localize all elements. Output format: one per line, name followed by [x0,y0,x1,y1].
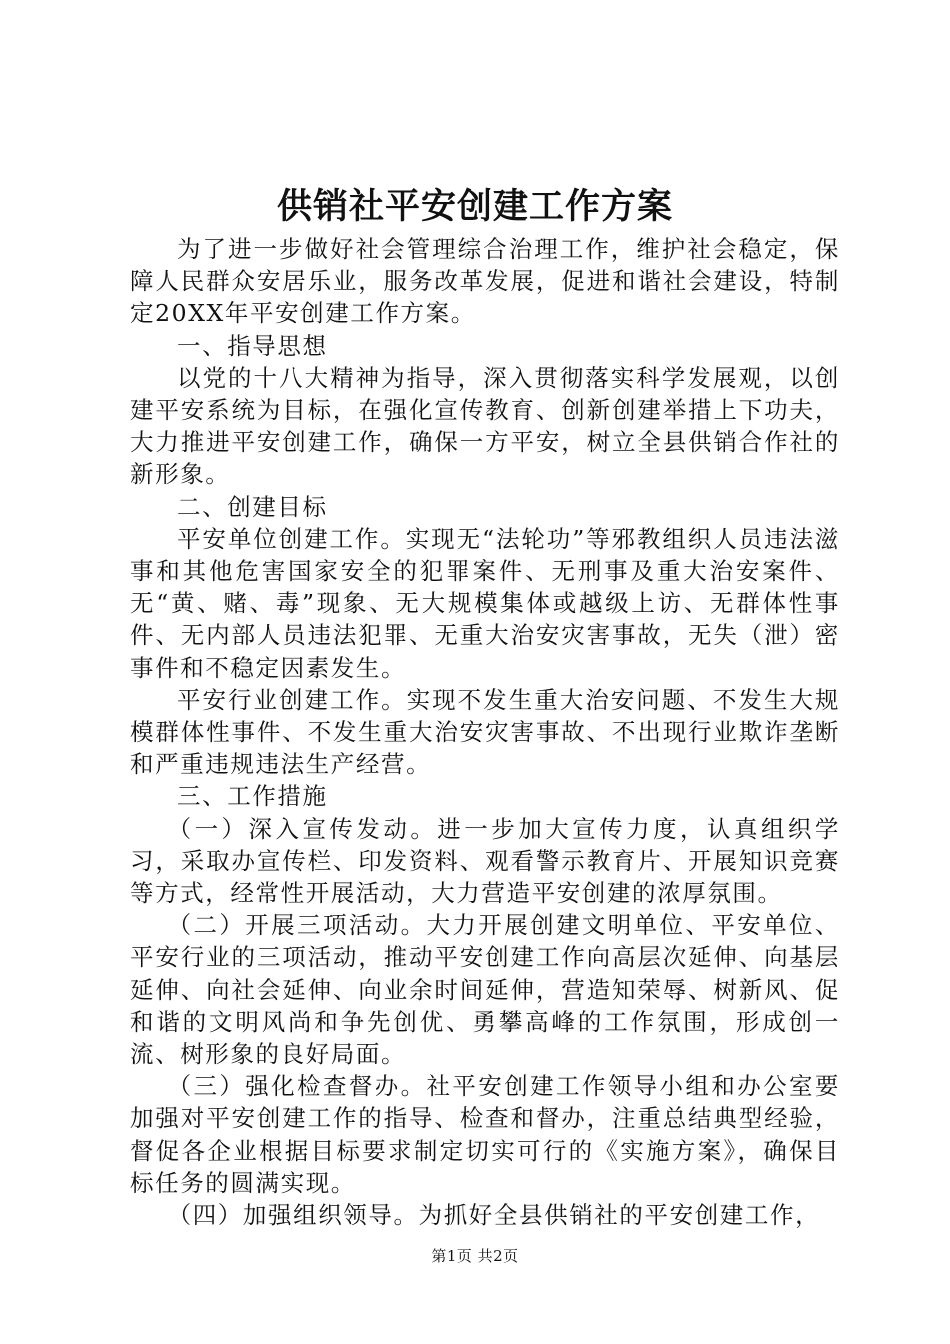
document-body [130,233,840,1231]
measure-paragraph-2: （二）开展三项活动。大力开展创建文明单位、平安单位、平安行业的三项活动，推动平安创建工作向高层次延伸、向基层延伸、向社会延伸、向业余时间延伸，营造知荣辱、树新风、促和谐的文明风尚和争先创优、勇攀高峰的工作氛围，形成创一流、树形象的良好局面。 [130,911,840,1069]
measure-paragraph-4: （四）加强组织领导。为抓好全县供销社的平安创建工作， [167,1201,821,1230]
document-title: 供销社平安创建工作方案 [276,186,673,227]
goal-paragraph-industry: 平安行业创建工作。实现不发生重大治安问题、不发生大规模群体性事件、不发生重大治安灾害事故、不出现行业欺诈垄断和严重违规违法生产经营。 [130,685,840,779]
page-number-footer: 第1页 共2页 [431,1247,519,1265]
section-heading-measures: 三、工作措施 [177,782,328,811]
guiding-thought-paragraph: 以党的十八大精神为指导，深入贯彻落实科学发展观，以创建平安系统为目标，在强化宣传教育、创新创建举措上下功夫，大力推进平安创建工作，确保一方平安，树立全县供销合作社的新形象。 [130,363,840,489]
intro-paragraph: 为了进一步做好社会管理综合治理工作，维护社会稳定，保障人民群众安居乐业，服务改革发展，促进和谐社会建设，特制定20XX年平安创建工作方案。 [130,235,840,328]
section-heading-goals: 二、创建目标 [177,492,328,521]
measure-paragraph-1: （一）深入宣传发动。进一步加大宣传力度，认真组织学习，采取办宣传栏、印发资料、观看警示教育片、开展知识竞赛等方式，经常性开展活动，大力营造平安创建的浓厚氛围。 [130,814,840,908]
measure-paragraph-3: （三）强化检查督办。社平安创建工作领导小组和办公室要加强对平安创建工作的指导、检查和督办，注重总结典型经验，督促各企业根据目标要求制定切实可行的《实施方案》，确保目标任务的圆满实现。 [130,1072,840,1197]
goal-paragraph-unit: 平安单位创建工作。实现无“法轮功”等邪教组织人员违法滋事和其他危害国家安全的犯罪案件、无刑事及重大治安案件、无“黄、赌、毒”现象、无大规模集体或越级上访、无群体性事件、无内部人员违法犯罪、无重大治安灾害事故，无失（泄）密事件和不稳定因素发生。 [130,524,840,682]
section-heading-guiding-thought: 一、指导思想 [177,331,328,360]
